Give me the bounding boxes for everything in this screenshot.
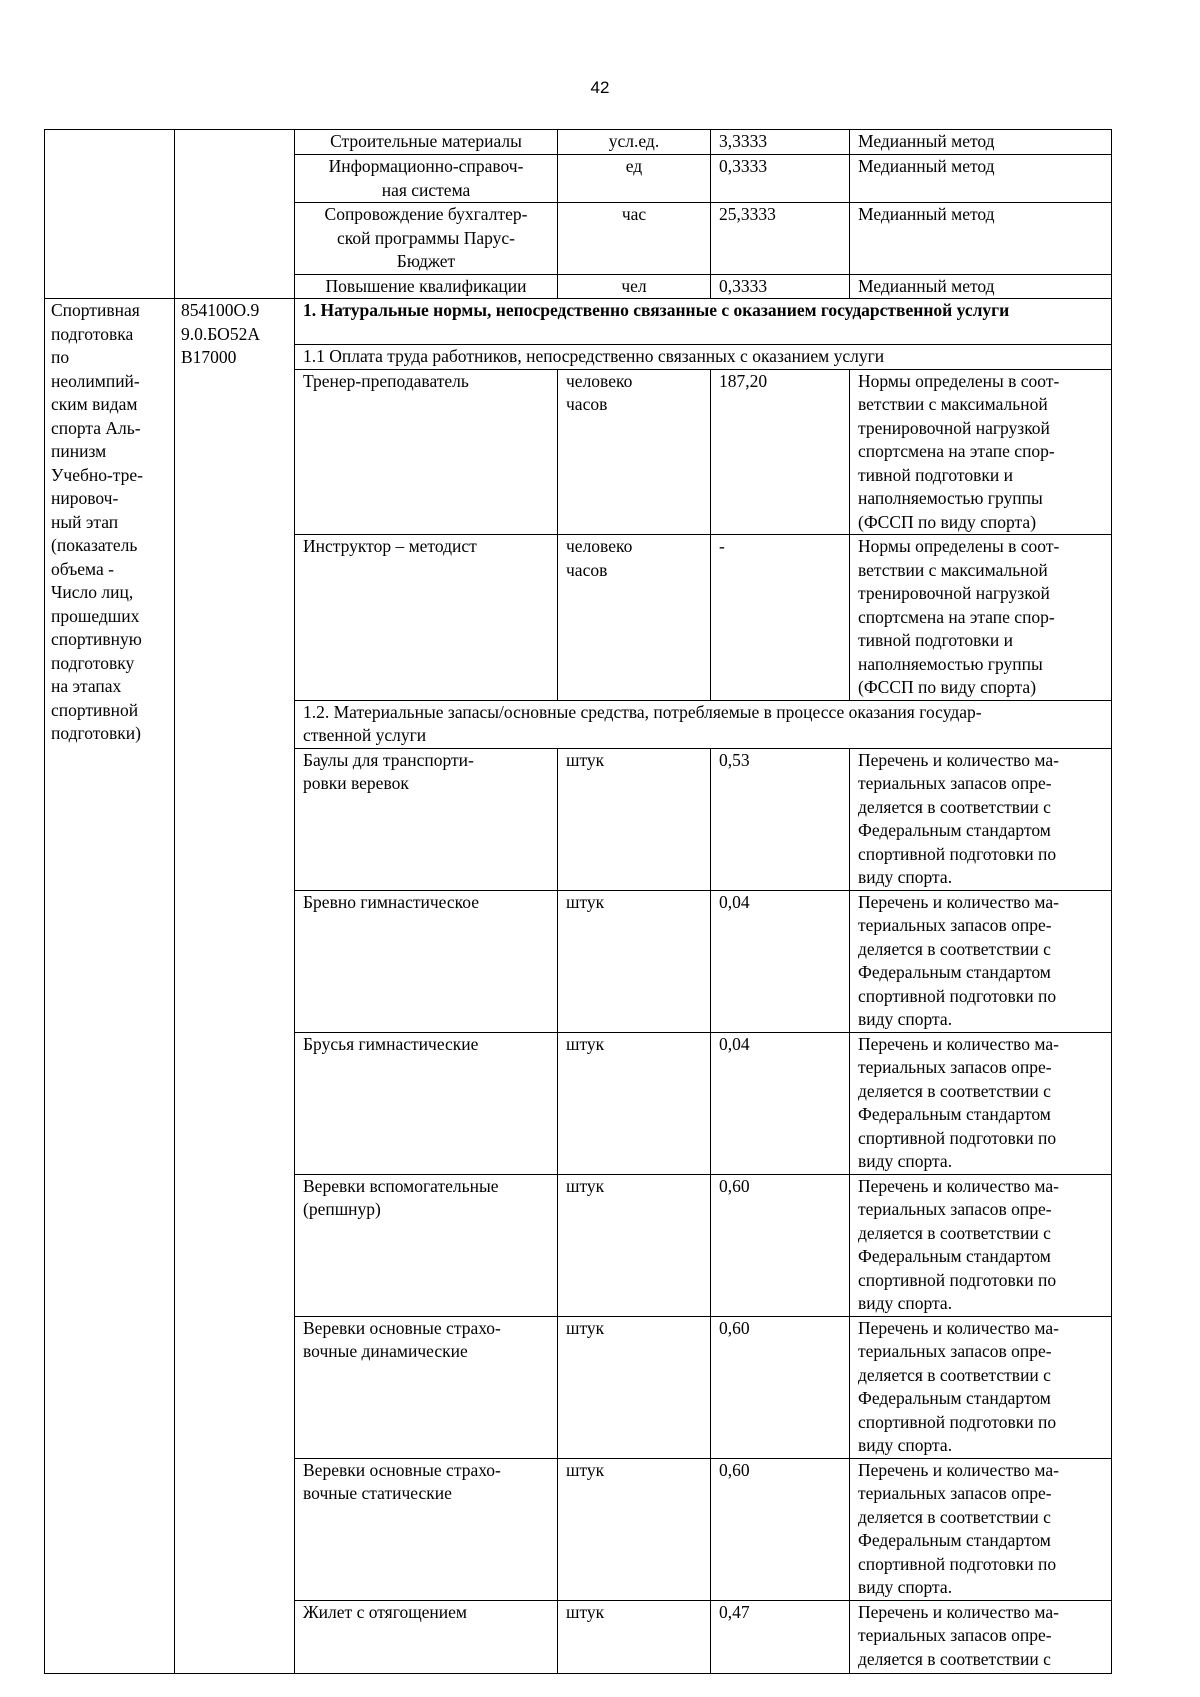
labor-value: 187,20 bbox=[711, 369, 850, 535]
item-value: 25,3333 bbox=[711, 203, 850, 275]
material-unit: штук bbox=[558, 748, 711, 890]
labor-unit: человеко часов bbox=[558, 535, 711, 701]
material-name: Брусья гимнастические bbox=[295, 1032, 558, 1174]
item-method: Медианный метод bbox=[850, 203, 1112, 275]
material-name: Веревки вспомогательные (репшнур) bbox=[295, 1174, 558, 1316]
material-note: Перечень и количество ма- териальных запасов опре- деляется в соответствии с Федеральным стандартом спортивной подготовки по виду спорта. bbox=[850, 1032, 1112, 1174]
item-method: Медианный метод bbox=[850, 274, 1112, 299]
material-unit: штук bbox=[558, 1600, 711, 1673]
item-unit: ед bbox=[558, 155, 711, 203]
material-unit: штук bbox=[558, 1316, 711, 1458]
material-name: Баулы для транспорти- ровки веревок bbox=[295, 748, 558, 890]
labor-name: Тренер-преподаватель bbox=[295, 369, 558, 535]
labor-note: Нормы определены в соот- ветствии с максимальной тренировочной нагрузкой спортсмена на этапе спор- тивной подготовки и наполняемостью группы (ФССП по виду спорта) bbox=[850, 535, 1112, 701]
item-name: Повышение квалификации bbox=[295, 274, 558, 299]
norms-table bbox=[44, 129, 1112, 1674]
material-value: 0,04 bbox=[711, 1032, 850, 1174]
item-unit: чел bbox=[558, 274, 711, 299]
material-name: Бревно гимнастическое bbox=[295, 890, 558, 1032]
material-unit: штук bbox=[558, 890, 711, 1032]
section-1-title: 1. Натуральные нормы, непосредственно связанные с оказанием государственной услуги bbox=[295, 299, 1112, 345]
material-value: 0,53 bbox=[711, 748, 850, 890]
item-method: Медианный метод bbox=[850, 130, 1112, 155]
item-name: Сопровождение бухгалтер- ской программы Парус- Бюджет bbox=[295, 203, 558, 275]
item-unit: час bbox=[558, 203, 711, 275]
labor-note: Нормы определены в соот- ветствии с максимальной тренировочной нагрузкой спортсмена на этапе спор- тивной подготовки и наполняемостью группы (ФССП по виду спорта) bbox=[850, 369, 1112, 535]
item-name: Информационно-справоч- ная система bbox=[295, 155, 558, 203]
material-note: Перечень и количество ма- териальных запасов опре- деляется в соответствии с Федеральным стандартом спортивной подготовки по виду спорта. bbox=[850, 1174, 1112, 1316]
material-unit: штук bbox=[558, 1174, 711, 1316]
material-value: 0,04 bbox=[711, 890, 850, 1032]
material-note: Перечень и количество ма- териальных запасов опре- деляется в соответствии с Федеральным стандартом спортивной подготовки по виду спорта. bbox=[850, 748, 1112, 890]
material-value: 0,60 bbox=[711, 1174, 850, 1316]
material-note: Перечень и количество ма- териальных запасов опре- деляется в соответствии с bbox=[850, 1600, 1112, 1673]
material-note: Перечень и количество ма- териальных запасов опре- деляется в соответствии с Федеральным стандартом спортивной подготовки по виду спорта. bbox=[850, 1316, 1112, 1458]
material-unit: штук bbox=[558, 1458, 711, 1600]
service-name: Спортивная подготовка по неолимпий- ским видам спорта Аль- пинизм Учебно-тре- нировоч- ный этап (показатель объема - Число лиц, прошедших спортивную подготовку на этапах спортивной подготовки) bbox=[45, 299, 175, 1674]
material-value: 0,47 bbox=[711, 1600, 850, 1673]
page-number: 42 bbox=[590, 78, 610, 97]
item-value: 3,3333 bbox=[711, 130, 850, 155]
item-name: Строительные материалы bbox=[295, 130, 558, 155]
table-row bbox=[45, 130, 1112, 155]
material-note: Перечень и количество ма- териальных запасов опре- деляется в соответствии с Федеральным стандартом спортивной подготовки по виду спорта. bbox=[850, 890, 1112, 1032]
material-value: 0,60 bbox=[711, 1458, 850, 1600]
material-name: Жилет с отягощением bbox=[295, 1600, 558, 1673]
item-value: 0,3333 bbox=[711, 274, 850, 299]
empty-code-cell bbox=[175, 130, 295, 299]
section-title-row bbox=[45, 299, 1112, 345]
labor-name: Инструктор – методист bbox=[295, 535, 558, 701]
labor-unit: человеко часов bbox=[558, 369, 711, 535]
empty-service-cell bbox=[45, 130, 175, 299]
item-method: Медианный метод bbox=[850, 155, 1112, 203]
material-name: Веревки основные страхо- вочные статические bbox=[295, 1458, 558, 1600]
labor-value: - bbox=[711, 535, 850, 701]
material-value: 0,60 bbox=[711, 1316, 850, 1458]
material-name: Веревки основные страхо- вочные динамические bbox=[295, 1316, 558, 1458]
subsection-1-1-title: 1.1 Оплата труда работников, непосредственно связанных с оказанием услуги bbox=[295, 345, 1112, 370]
material-unit: штук bbox=[558, 1032, 711, 1174]
service-code: 854100О.9 9.0.БО52А В17000 bbox=[175, 299, 295, 1674]
item-unit: усл.ед. bbox=[558, 130, 711, 155]
subsection-1-2-title: 1.2. Материальные запасы/основные средства, потребляемые в процессе оказания государ- ственной услуги bbox=[295, 700, 1112, 748]
material-note: Перечень и количество ма- териальных запасов опре- деляется в соответствии с Федеральным стандартом спортивной подготовки по виду спорта. bbox=[850, 1458, 1112, 1600]
item-value: 0,3333 bbox=[711, 155, 850, 203]
